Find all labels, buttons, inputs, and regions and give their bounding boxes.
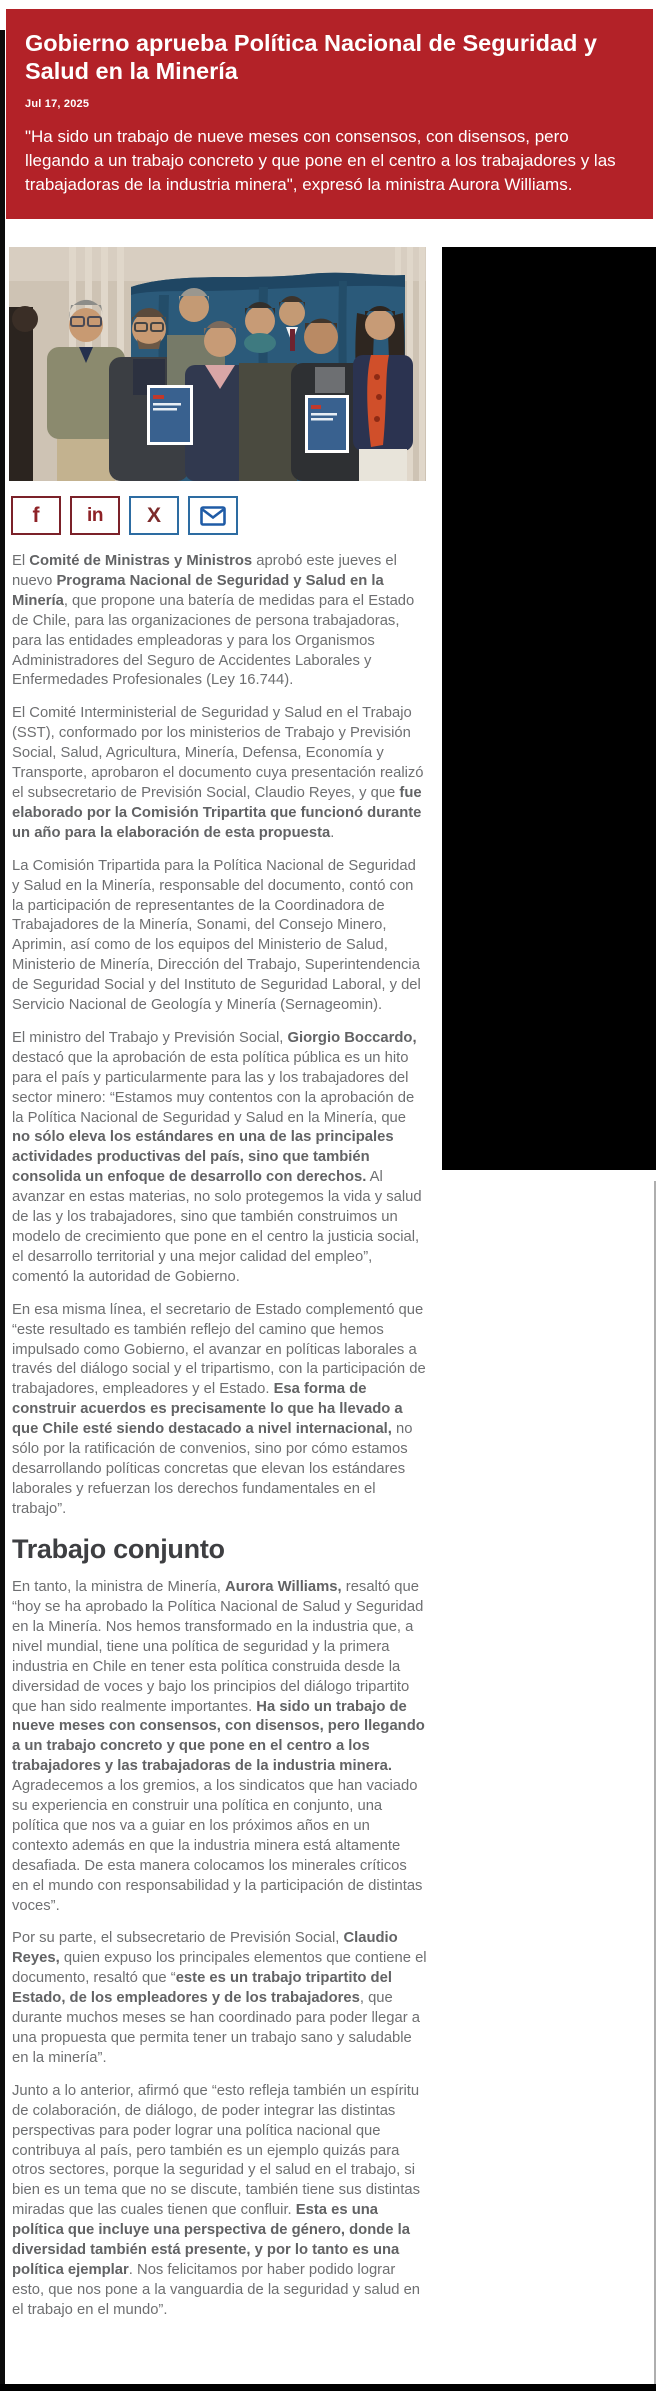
- left-border-line: [0, 30, 5, 2391]
- article-header-banner: [6, 9, 653, 219]
- linkedin-icon: in: [87, 505, 103, 526]
- section-heading: Trabajo conjunto: [12, 1533, 225, 1564]
- media-placeholder: [442, 247, 656, 1170]
- article-paragraph: En tanto, la ministra de Minería, Aurora Williams, resaltó que “hoy se ha aprobado la Política Nacional de Salud y Seguridad en la Minería. Nos hemos transformado en la industria que, a nivel mundial, tiene una política de seguridad y la primera industria en Chile en tener esta política construida desde la diversidad de voces y bajo los principios del diálogo tripartito que han sido realmente importantes. Ha sido un trabajo de nueve meses con consensos, con disensos, pero llegando a un trabajo concreto y que pone en el centro a los trabajadores y las trabajadoras de la industria minera. Agradecemos a los gremios, a los sindicatos que han vaciado su experiencia en construir una política en conjunto, una política que nos va a guiar en los próximos años en un contexto además en que la industria minera está altamente desafiada. De esta manera colocamos los minerales críticos en el mundo con responsabilidad y la participación de distintas voces”.: [12, 1579, 425, 1914]
- page-title: Gobierno aprueba Política Nacional de Seguridad y Salud en la Minería: [25, 30, 597, 84]
- article-body: [12, 552, 427, 2334]
- article-paragraph: La Comisión Tripartida para la Política Nacional de Seguridad y Salud en la Minería, responsable del documento, contó con la participación de representantes de la Coordinadora de Trabajadores de la Minería, Sonami, del Consejo Minero, Aprimin, así como de los equipos del Ministerio de Salud, Ministerio de Minería, Dirección del Trabajo, Superintendencia de Seguridad Social y del Instituto de Seguridad Laboral, y del Servicio Nacional de Geología y Minería (Sernageomin).: [12, 857, 421, 1014]
- x-icon: X: [146, 504, 161, 527]
- share-buttons-row: [11, 496, 238, 535]
- share-email-button[interactable]: [188, 496, 238, 535]
- article-lede: "Ha sido un trabajo de nueve meses con consensos, con disensos, pero llegando a un trabajo concreto y que pone en el centro a los trabajadores y las trabajadoras de la industria minera", expresó la ministra Aurora Williams.: [25, 127, 616, 195]
- article-photo: [9, 247, 426, 481]
- article-paragraph: En esa misma línea, el secretario de Estado complementó que “este resultado es también reflejo del camino que hemos impulsado como Gobierno, el avanzar en políticas laborales a través del diálogo social y el tripartismo, con la participación de trabajadores, empleadores y el Estado. Esa forma de construir acuerdos es precisamente lo que ha llevado a que Chile esté siendo destacado a nivel internacional, no sólo por la ratificación de convenios, sino por cómo estamos desarrollando políticas concretas que elevan los estándares laborales y refuerzan los derechos fundamentales en el trabajo”.: [12, 1301, 426, 1517]
- article-photo-illustration: [9, 247, 426, 481]
- share-facebook-button[interactable]: [11, 496, 61, 535]
- bottom-black-bar: [0, 2384, 656, 2391]
- article-paragraph: Por su parte, el subsecretario de Previsión Social, Claudio Reyes, quien expuso los principales elementos que contiene el documento, resaltó que “este es un trabajo tripartito del Estado, de los empleadores y de los trabajadores, que durante muchos meses se han coordinado para poder llegar a una propuesta que permita tener un trabajo sano y saludable en la minería”.: [12, 1930, 427, 2066]
- article-date: Jul 17, 2025: [25, 98, 90, 111]
- article-paragraph: El ministro del Trabajo y Previsión Social, Giorgio Boccardo, destacó que la aprobación de esta política pública es un hito para el país y particularmente para las y los trabajadores del sector minero: “Estamos muy contentos con la aprobación de la Política Nacional de Seguridad y Salud en la Minería, que no sólo eleva los estándares en una de las principales actividades productivas del país, sino que también consolida un enfoque de desarrollo con derechos. Al avanzar en estas materias, no solo protegemos la vida y salud de las y los trabajadores, sino que también construimos un modelo de crecimiento que pone en el centro la justicia social, el desarrollo territorial y una mejor calidad del empleo”, comentó la autoridad de Gobierno.: [12, 1029, 422, 1285]
- email-icon: [200, 506, 226, 526]
- article-paragraph: El Comité Interministerial de Seguridad y Salud en el Trabajo (SST), conformado por los ministerios de Trabajo y Previsión Social, Salud, Agricultura, Minería, Defensa, Economía y Transporte, aprobaron el documento cuya presentación realizó el subsecretario de Previsión Social, Claudio Reyes, y que fue elaborado por la Comisión Tripartita que funcionó durante un año para la elaboración de esta propuesta.: [12, 705, 424, 841]
- facebook-icon: f: [32, 504, 40, 527]
- article-paragraph: Junto a lo anterior, afirmó que “esto refleja también un espíritu de colaboración, de diálogo, de poder integrar las distintas perspectivas para poder lograr una política nacional que contribuya al país, pero también es un ejemplo quizás para otros sectores, porque la seguridad y el salud en el trabajo, si bien es un tema que no se discute, también tiene sus distintas miradas que las cuales tienen que confluir. Esta es una política que incluye una perspectiva de género, donde la diversidad también está presente, y por lo tanto es una política ejemplar. Nos felicitamos por haber podido lograr esto, que nos pone a la vanguardia de la seguridad y salud en el trabajo en el mundo”.: [12, 2082, 421, 2318]
- share-linkedin-button[interactable]: [70, 496, 120, 535]
- article-paragraph: El Comité de Ministras y Ministros aprobó este jueves el nuevo Programa Nacional de Seguridad y Salud en la Minería, que propone una batería de medidas para el Estado de Chile, para las organizaciones de persona trabajadoras, para las entidades empleadoras y para los Organismos Administradores del Seguro de Accidentes Laborales y Enfermedades Profesionales (Ley 16.744).: [12, 553, 415, 689]
- share-x-button[interactable]: [129, 496, 179, 535]
